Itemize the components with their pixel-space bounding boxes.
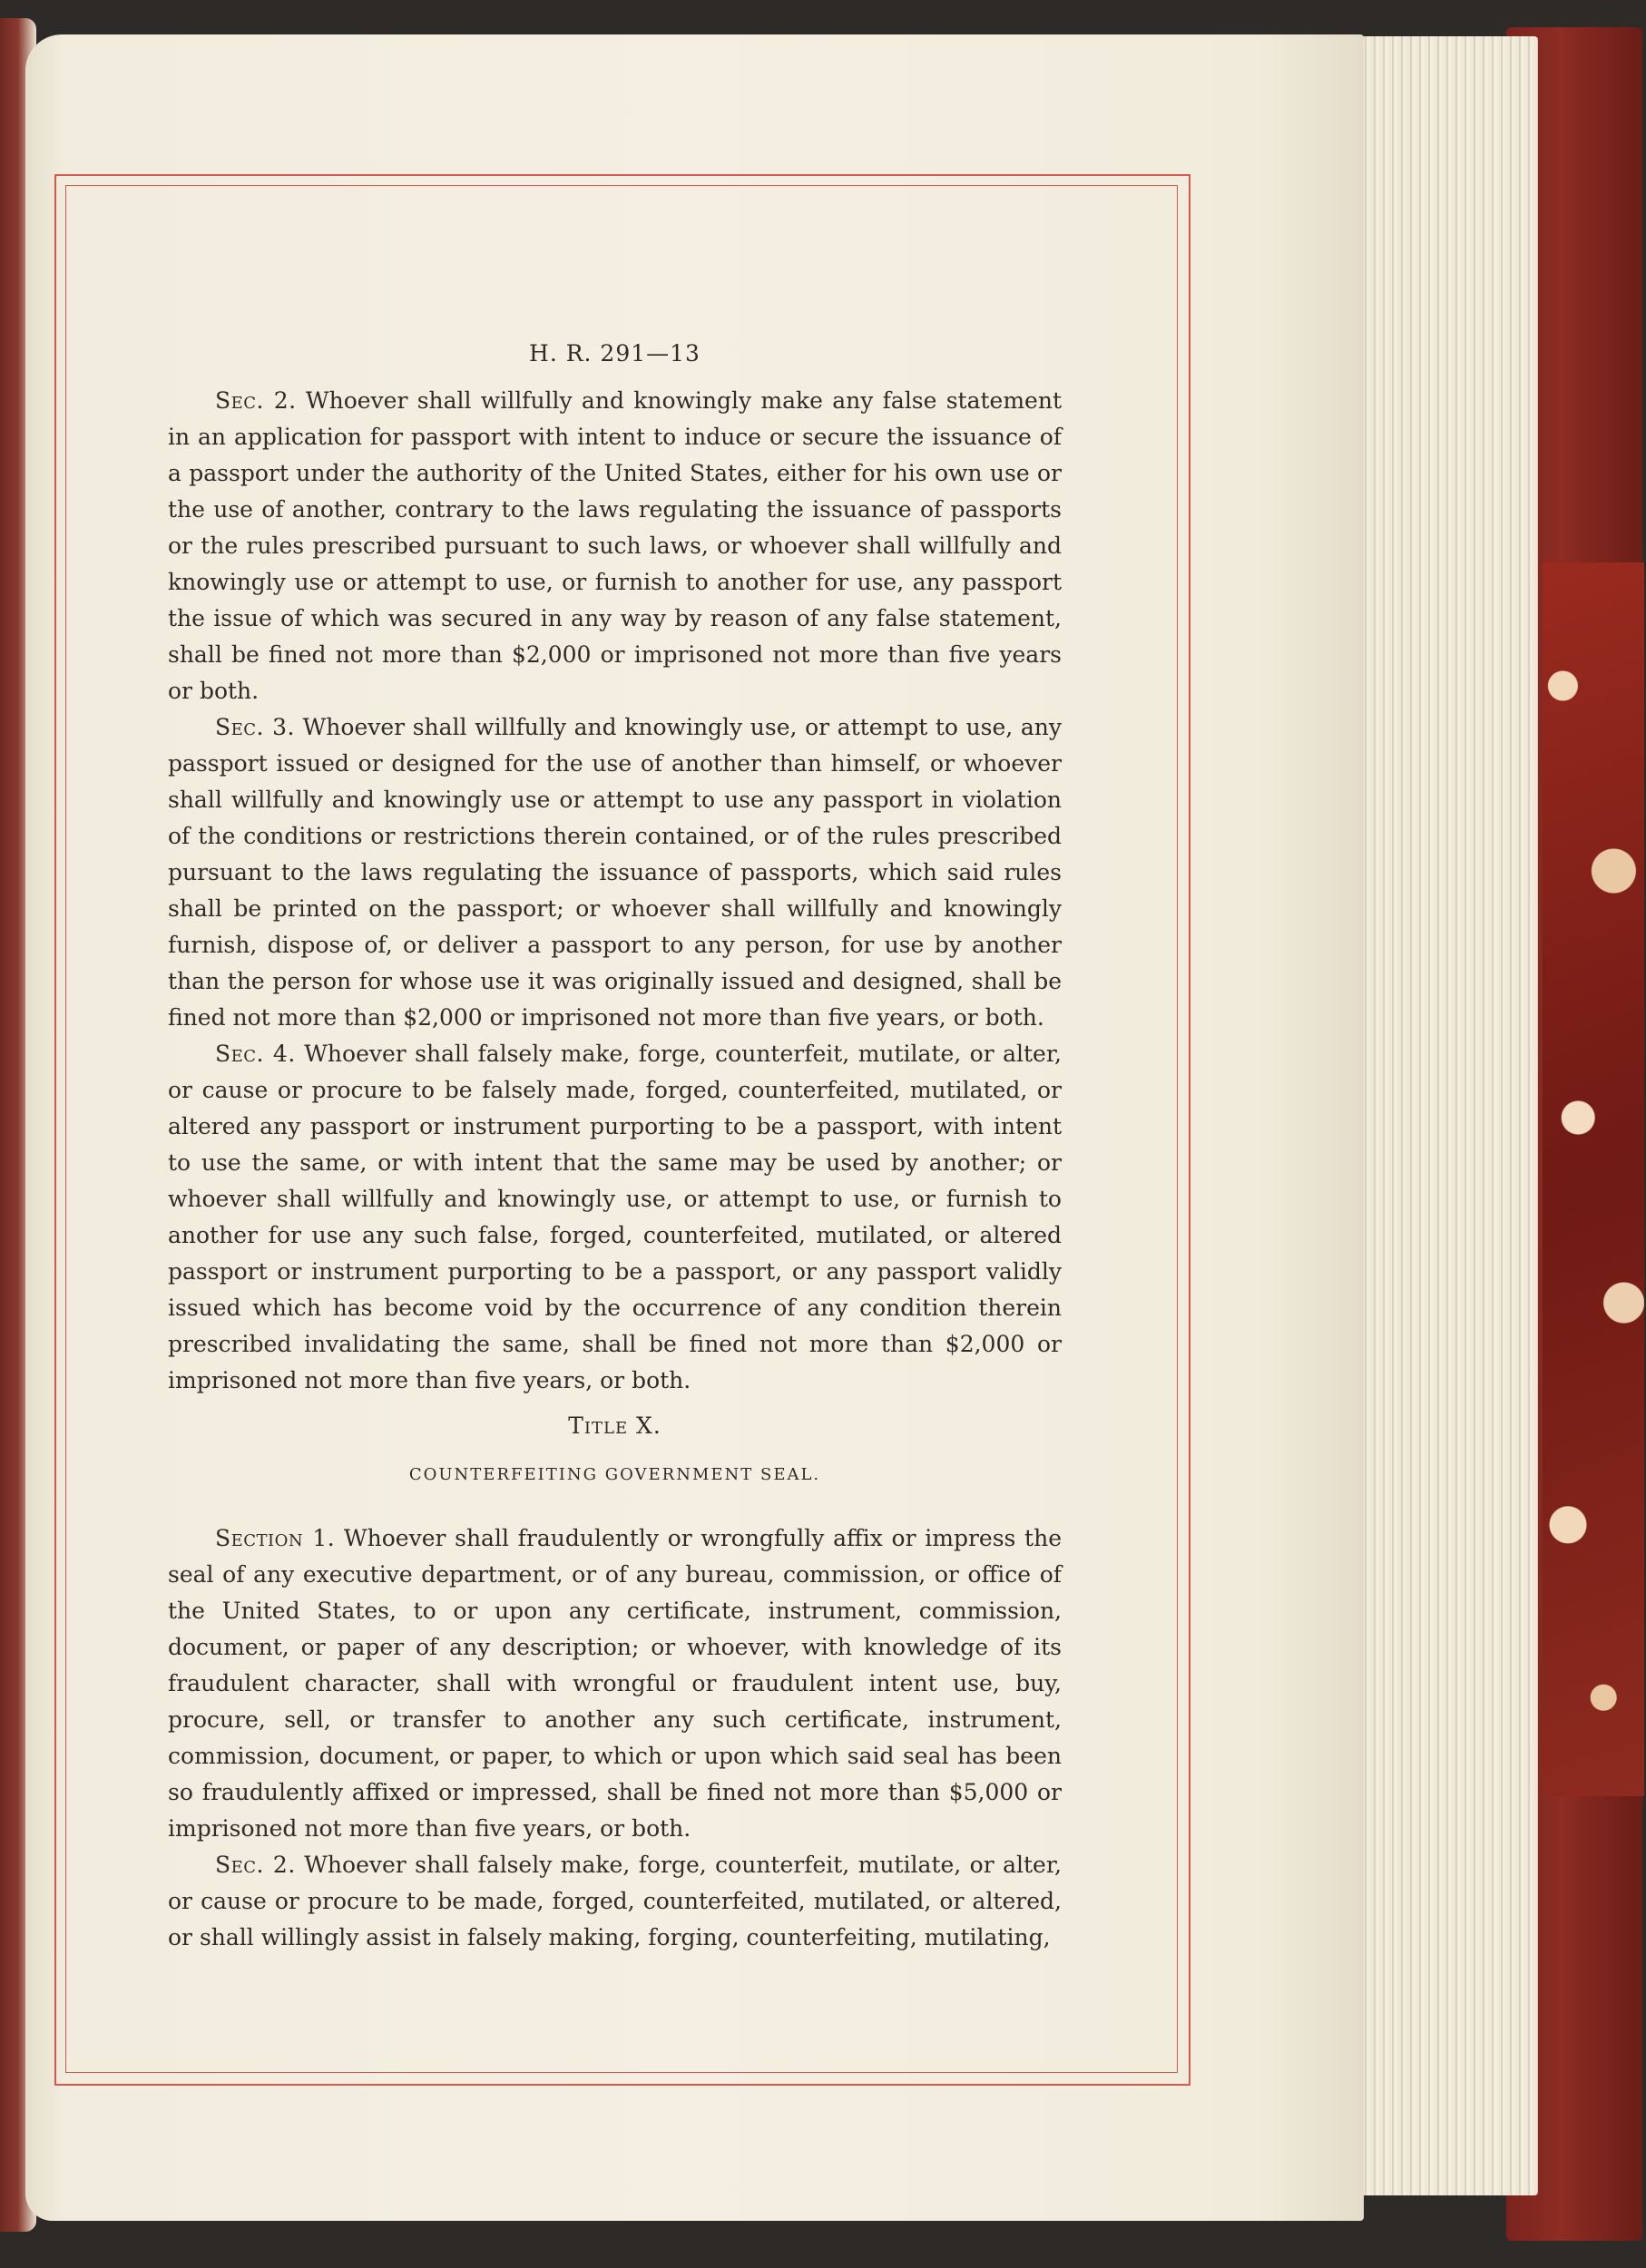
section-text: Whoever shall willfully and knowingly use, or attempt to use, any passport issued or designed for the use of another than himself, or whoever shall willfully and knowingly use or attempt to use any passport in violation of the conditions or restrictions therein contained, or of the rules prescribed pursuant to the laws regulating the issuance of passports, which said rules shall be printed on the passport; or whoever shall willfully and knowingly furnish, dispose of, or deliver a passport to any person, for use by another than the person for whose use it was originally issued and designed, shall be fined not more than $2,000 or imprisoned not more than five years, or both. xyxy=(168,714,1062,1031)
page-header: H. R. 291—13 xyxy=(529,340,701,367)
section-text: Whoever shall fraudulently or wrongfully affix or impress the seal of any executive department, or of any bureau, commission, or office of the United States, to or upon any certificate, instrument, commission, document, or paper of any description; or whoever, with knowledge of its fraudulent character, shall with wrongful or fraudulent intent use, buy, procure, sell, or transfer to another any such certificate, instrument, commission, document, or paper, to which or upon which said seal has been so fraudulently affixed or impressed, shall be fined not more than $5,000 or imprisoned not more than five years, or both. xyxy=(168,1525,1062,1842)
section-label: Sec. 3. xyxy=(215,714,295,740)
page-text xyxy=(168,336,1062,1956)
section-text: Whoever shall falsely make, forge, counterfeit, mutilate, or alter, or cause or procure to be falsely made, forged, counterfeited, mutilated, or altered any passport or instrument purporting to be a passport, with intent to use the same, or with intent that the same may be used by another; or whoever shall willfully and knowingly use, or attempt to use, or furnish to another for use any such false, forged, counterfeited, mutilated, or altered passport or instrument purporting to be a passport, or any passport validly issued which has become void by the occurrence of any condition therein prescribed invalidating the same, shall be fined not more than $2,000 or imprisoned not more than five years, or both. xyxy=(168,1041,1062,1393)
page-stack-edges xyxy=(1343,36,1538,2195)
section-paragraph xyxy=(168,383,1062,709)
section-label: Sec. 4. xyxy=(215,1041,296,1067)
section-paragraph xyxy=(168,1520,1062,1847)
section-label: Sec. 2. xyxy=(215,1852,296,1878)
section-text: Whoever shall falsely make, forge, counterfeit, mutilate, or alter, or cause or procure to be made, forged, counterfeited, mutilated, or altered, or shall willingly assist in falsely making, forging, counterfeiting, mutilating, xyxy=(168,1852,1062,1950)
section-text: Whoever shall willfully and knowingly make any false statement in an application for passport with intent to induce or secure the issuance of a passport under the authority of the United States, either for his own use or the use of another, contrary to the laws regulating the issuance of passports or the rules prescribed pursuant to such laws, or whoever shall willfully and knowingly use or attempt to use, or furnish to another for use, any passport the issue of which was secured in any way by reason of any false statement, shall be fined not more than $2,000 or imprisoned not more than five years or both. xyxy=(168,387,1062,704)
title-subheading: COUNTERFEITING GOVERNMENT SEAL. xyxy=(408,1465,821,1484)
section-paragraph xyxy=(168,709,1062,1036)
section-label: Sec. 2. xyxy=(215,387,297,414)
marbled-endpaper xyxy=(1543,562,1644,1796)
section-paragraph xyxy=(168,1036,1062,1399)
title-heading: Title X. xyxy=(568,1413,661,1439)
section-label: Section 1. xyxy=(215,1525,336,1551)
section-paragraph xyxy=(168,1847,1062,1956)
